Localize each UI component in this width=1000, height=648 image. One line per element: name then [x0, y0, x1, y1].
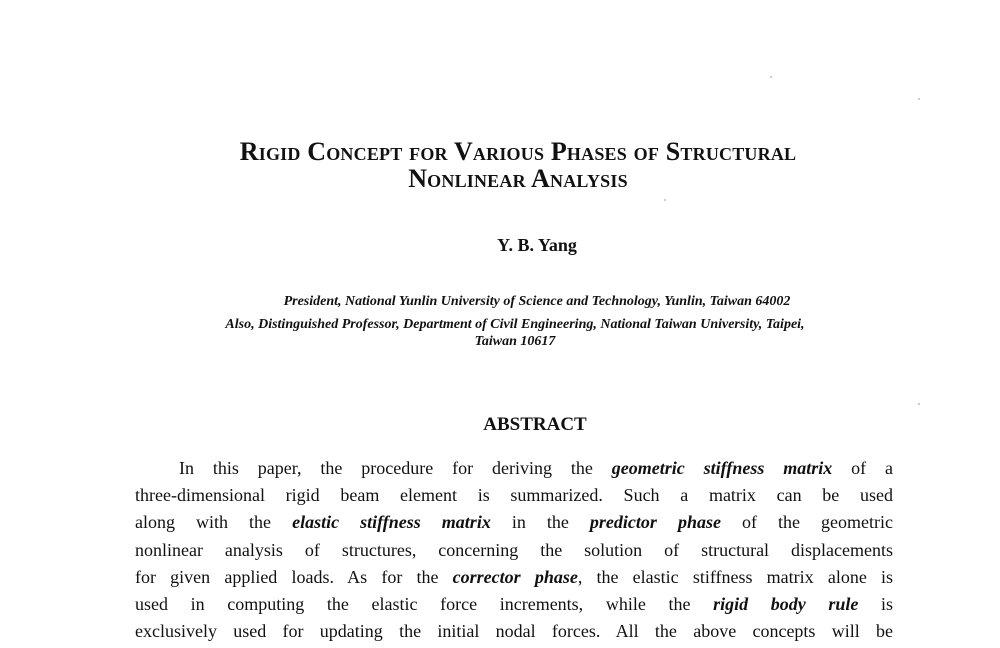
affiliation-line-3: Taiwan 10617 [474, 334, 556, 349]
author-name: Y. B. Yang [497, 235, 577, 255]
abstract-heading: ABSTRACT [483, 414, 587, 435]
affiliation-line-1: President, National Yunlin University of Science and Technology, Yunlin, Taiwan 64002 [283, 294, 791, 309]
abstract-text: , the elastic stiffness matrix alone is [577, 567, 893, 587]
abstract-text: of a [832, 458, 893, 478]
abstract-line-1 [135, 455, 893, 482]
scan-speck [664, 199, 666, 201]
abstract-line-7 [135, 618, 893, 645]
scan-speck [918, 98, 920, 100]
scan-speck [770, 76, 772, 78]
abstract-line-6 [135, 591, 893, 618]
paper-title-line-2: Nonlinear Analysis [408, 164, 628, 193]
abstract-text: of the geometric [720, 512, 893, 532]
abstract-emphasis: elastic stiffness matrix [292, 512, 491, 532]
abstract-line-3 [135, 509, 893, 536]
abstract-text: three-dimensional rigid beam element is summarized. Such a matrix can be used [135, 485, 893, 505]
abstract-text: is [858, 594, 893, 614]
abstract-emphasis: predictor phase [589, 512, 721, 532]
abstract-text: used in computing the elastic force increments, while the [135, 594, 714, 614]
abstract-line-5 [135, 564, 893, 591]
abstract-emphasis: corrector phase [452, 567, 578, 587]
abstract-text: along with the [135, 512, 293, 532]
abstract-text: In this paper, the procedure for deriving the [179, 458, 612, 478]
scan-speck [918, 403, 920, 405]
paper-title-line-1: Rigid Concept for Various Phases of Structural [239, 137, 797, 166]
abstract-emphasis: rigid body rule [713, 594, 859, 614]
abstract-text: nonlinear analysis of structures, concerning the solution of structural displacements [135, 540, 893, 560]
abstract-line-2 [135, 482, 893, 509]
abstract-text: exclusively used for updating the initial nodal forces. All the above concepts will be [135, 621, 893, 641]
abstract-emphasis: geometric stiffness matrix [611, 458, 833, 478]
abstract-text: for given applied loads. As for the [135, 567, 453, 587]
abstract-text: in the [490, 512, 590, 532]
affiliation-line-2: Also, Distinguished Professor, Department of Civil Engineering, National Taiwan University, Taipei, [225, 317, 805, 332]
abstract-line-4 [135, 537, 893, 564]
